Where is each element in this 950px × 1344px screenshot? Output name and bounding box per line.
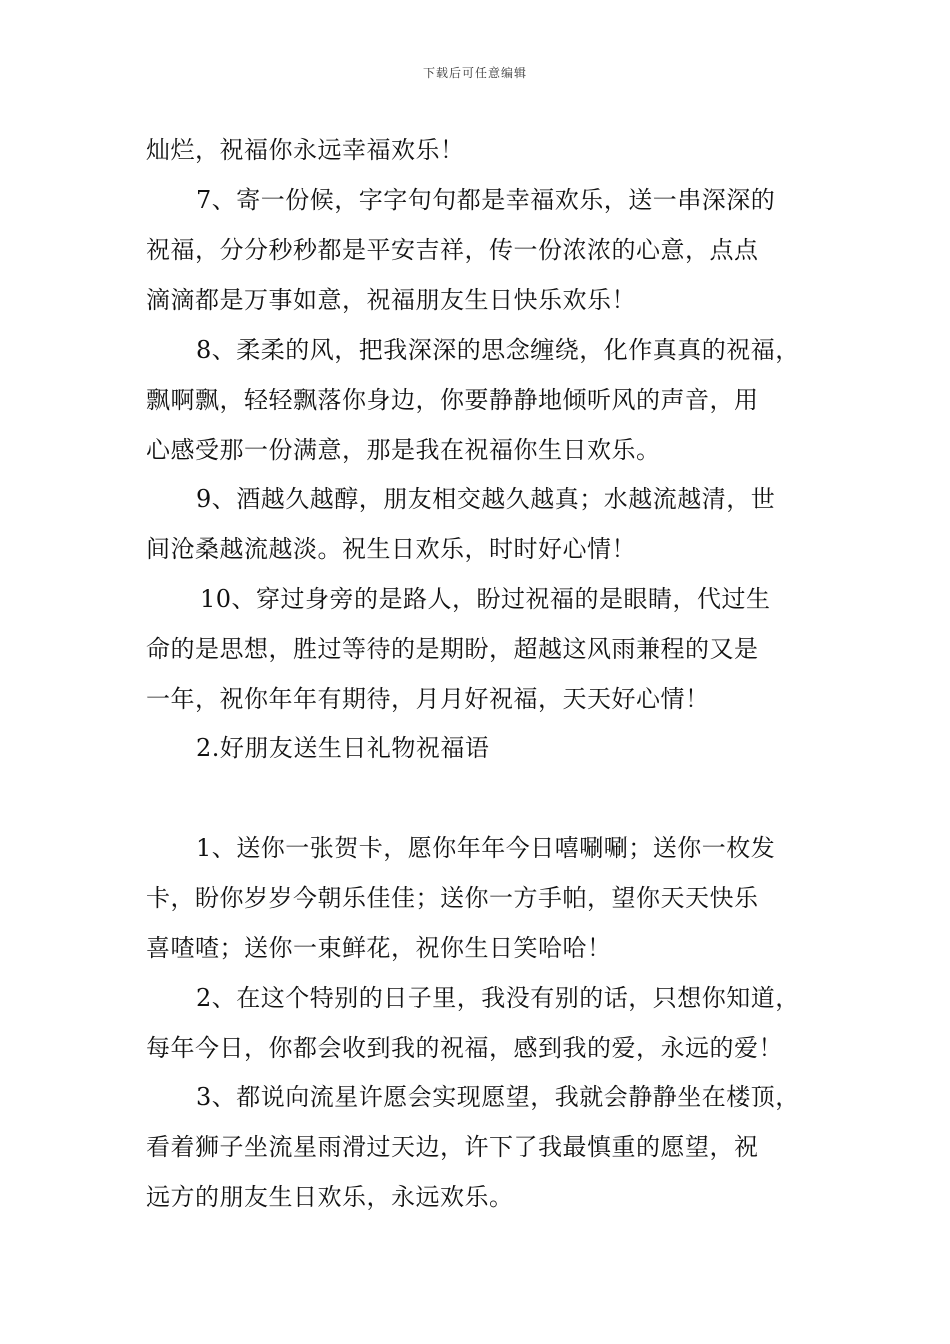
text-line: 飘啊飘，轻轻飘落你身边，你要静静地倾听风的声音，用 xyxy=(146,386,759,414)
text-line: 滴滴都是万事如意，祝福朋友生日快乐欢乐！ xyxy=(146,286,636,314)
text-line: 卡，盼你岁岁今朝乐佳佳；送你一方手帕，望你天天快乐 xyxy=(146,884,759,912)
section-heading: 2.好朋友送生日礼物祝福语 xyxy=(196,734,490,762)
text-line: 7、寄一份候，字字句句都是幸福欢乐，送一串深深的 xyxy=(196,186,776,214)
page-header: 下载后可任意编辑 xyxy=(422,66,527,80)
text-line: 8、柔柔的风，把我深深的思念缠绕，化作真真的祝福， xyxy=(196,336,800,364)
text-line: 远方的朋友生日欢乐，永远欢乐。 xyxy=(146,1183,514,1211)
text-line: 1、送你一张贺卡，愿你年年今日嘻唰唰；送你一枚发 xyxy=(196,834,776,862)
text-line: 2、在这个特别的日子里，我没有别的话，只想你知道， xyxy=(196,984,800,1012)
text-line: 9、酒越久越醇，朋友相交越久越真；水越流越清，世 xyxy=(196,485,776,513)
text-line: 间沧桑越流越淡。祝生日欢乐，时时好心情！ xyxy=(146,535,636,563)
text-line: 一年，祝你年年有期待，月月好祝福，天天好心情！ xyxy=(146,685,710,713)
text-line: 祝福，分分秒秒都是平安吉祥，传一份浓浓的心意，点点 xyxy=(146,236,759,264)
text-line: 心感受那一份满意，那是我在祝福你生日欢乐。 xyxy=(146,436,661,464)
text-line: 每年今日，你都会收到我的祝福，感到我的爱，永远的爱！ xyxy=(146,1034,783,1062)
text-line: 3、都说向流星许愿会实现愿望，我就会静静坐在楼顶， xyxy=(196,1083,800,1111)
text-line: 灿烂，祝福你永远幸福欢乐！ xyxy=(146,136,465,164)
text-line: 10、穿过身旁的是路人，盼过祝福的是眼睛，代过生 xyxy=(200,585,771,613)
text-line: 看着狮子坐流星雨滑过天边，许下了我最慎重的愿望，祝 xyxy=(146,1133,759,1161)
text-line: 喜喳喳；送你一束鲜花，祝你生日笑哈哈！ xyxy=(146,934,612,962)
text-line: 命的是思想，胜过等待的是期盼，超越这风雨兼程的又是 xyxy=(146,635,759,663)
